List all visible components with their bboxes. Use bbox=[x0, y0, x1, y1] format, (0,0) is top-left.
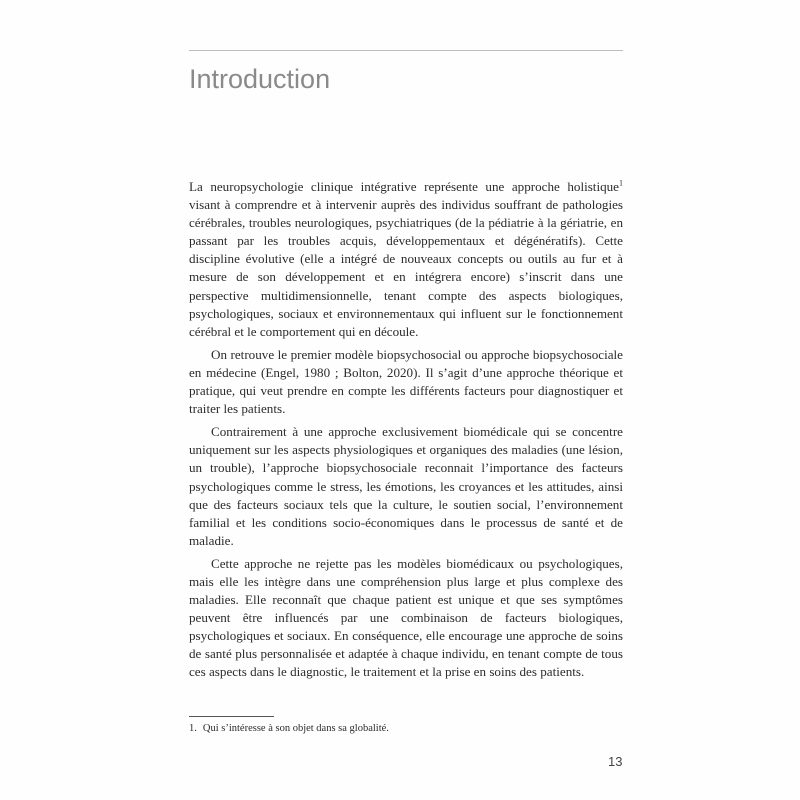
paragraph-2: On retrouve le premier modèle biopsychosocial ou approche biopsychosociale en médecine (Engel, 1980 ; Bolton, 2020). Il s’agit d’une approche théorique et pratique, qui veut prendre en compte les différents facteurs pour diagnostiquer et traiter les patients. bbox=[189, 346, 623, 417]
chapter-title: Introduction bbox=[189, 64, 331, 94]
footnote-reference[interactable]: 1 bbox=[619, 178, 623, 188]
paragraph-1 bbox=[189, 178, 623, 341]
footnote-rule bbox=[189, 716, 274, 717]
header-rule bbox=[189, 50, 623, 51]
paragraph-text: visant à comprendre et à intervenir auprès des individus souffrant de pathologies cérébrales, troubles neurologiques, psychiatriques (de la pédiatrie à la gériatrie, en passant par les troubles acquis, développementaux et dégénératifs). Cette discipline évolutive (elle a intégré de nouveaux concepts ou outils au fur et à mesure de son développement et en intégrera encore) s’inscrit dans une perspective multidimensionnelle, tenant compte des aspects biologiques, psychologiques, sociaux et environnementaux qui influent sur le fonctionnement cérébral et le comportement qui en découle. bbox=[189, 197, 623, 339]
page-number: 13 bbox=[608, 754, 623, 769]
footnote-number: 1. bbox=[189, 723, 197, 734]
paragraph-3: Contrairement à une approche exclusivement biomédicale qui se concentre uniquement sur les aspects physiologiques et organiques des maladies (une lésion, un trouble), l’approche biopsychosociale reconnait l’importance des facteurs psychologiques comme le stress, les émotions, les croyances et les attitudes, ainsi que des facteurs sociaux tels que la culture, le soutien social, l’environnement familial et les conditions socio-économiques dans le processus de santé et de maladie. bbox=[189, 424, 623, 548]
body-text bbox=[189, 178, 623, 687]
footnote-1 bbox=[189, 723, 389, 734]
paragraph-4: Cette approche ne rejette pas les modèles biomédicaux ou psychologiques, mais elle les intègre dans une compréhension plus large et plus complexe des maladies. Elle reconnaît que chaque patient est unique et que ses symptômes peuvent être influencés par une combinaison de facteurs biologiques, psychologiques et sociaux. En conséquence, elle encourage une approche de soins de santé plus personnalisée et adaptée à chaque individu, en tenant compte de tous ces aspects dans le diagnostic, le traitement et la prise en soins des patients. bbox=[189, 555, 623, 680]
footnote-text: Qui s’intéresse à son objet dans sa globalité. bbox=[202, 723, 389, 734]
paragraph-text: La neuropsychologie clinique intégrative représente une approche holistique bbox=[189, 179, 619, 194]
